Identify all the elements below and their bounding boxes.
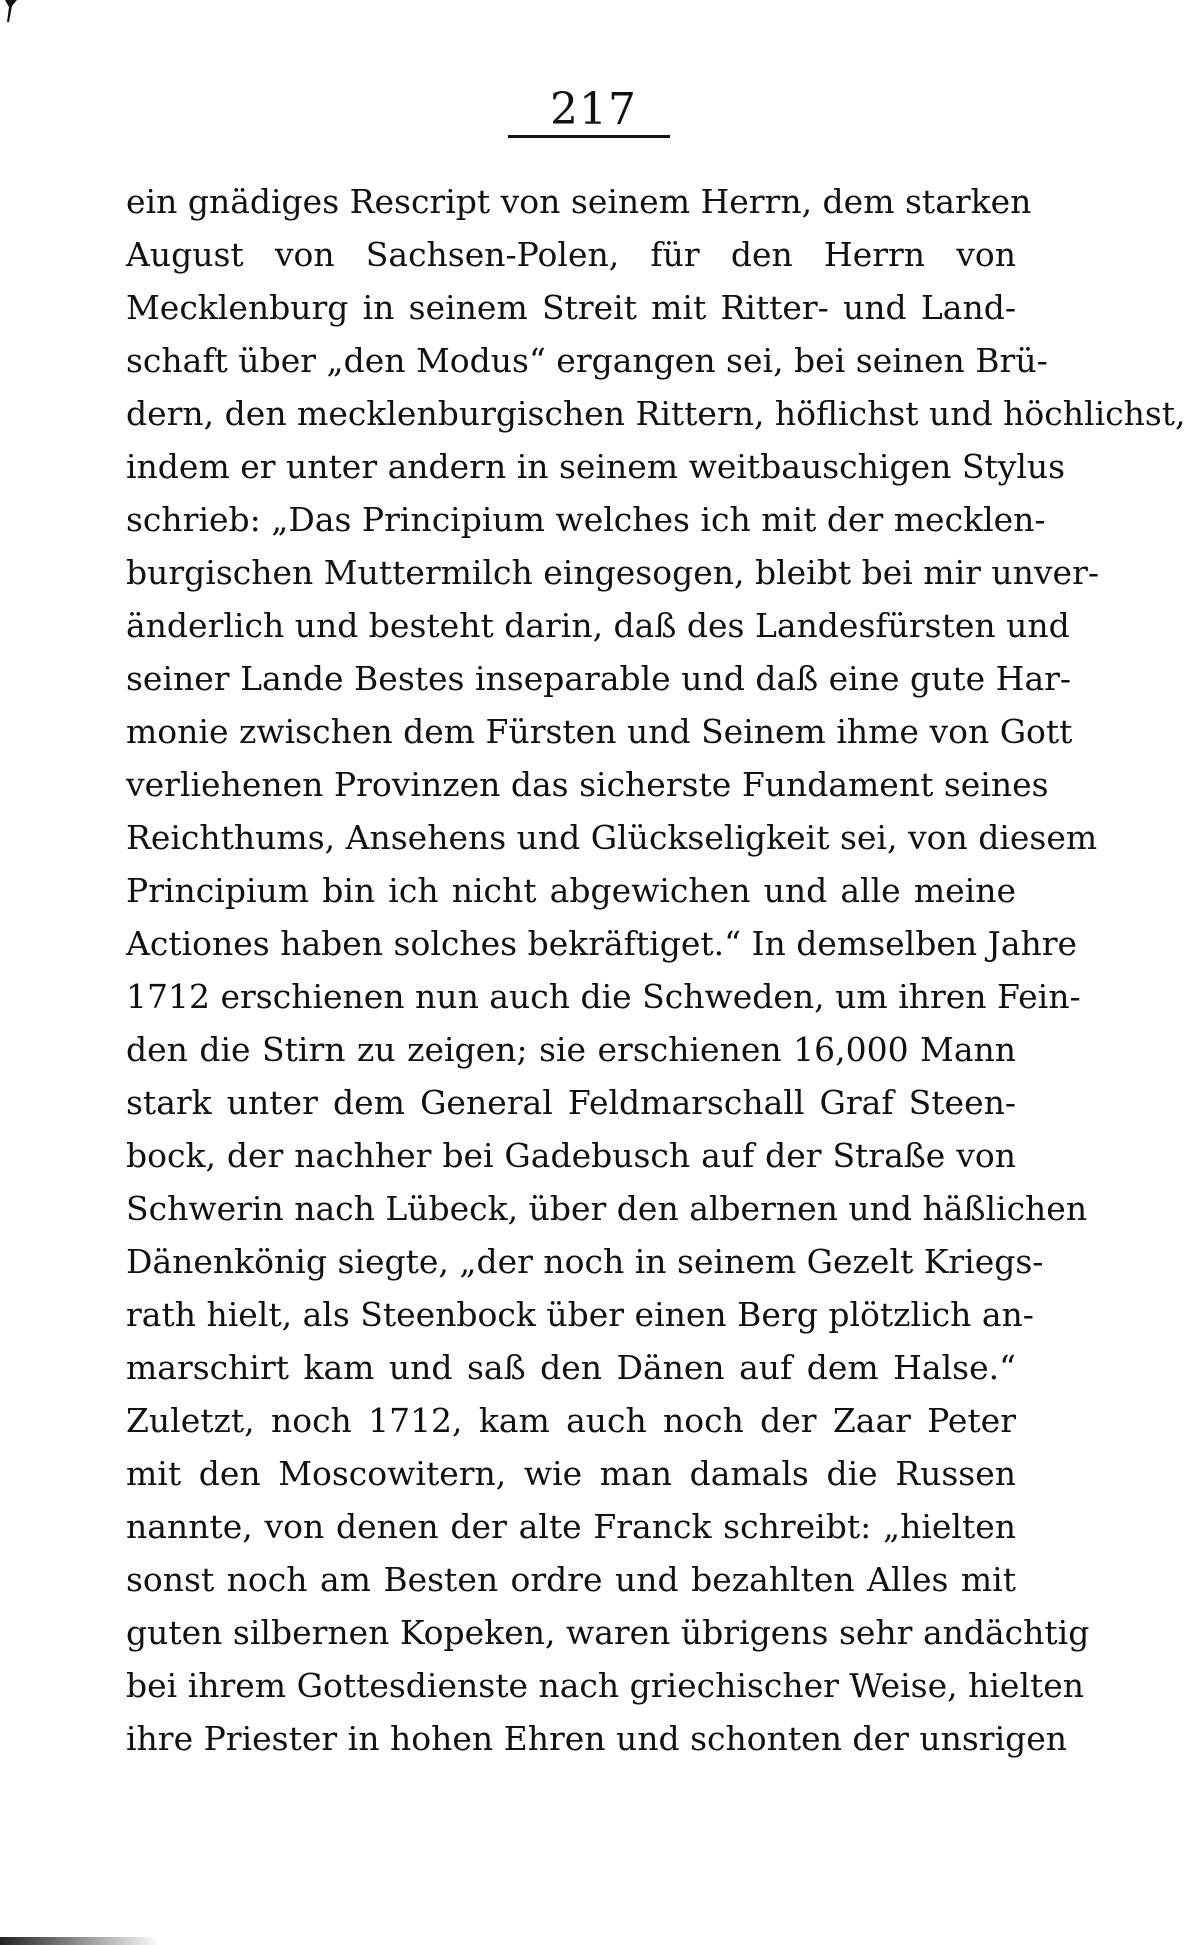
text-line: bock, der nachher bei Gadebusch auf der Straße von — [126, 1136, 1016, 1175]
text-line: Mecklenburg in seinem Streit mit Ritter- und Land- — [126, 288, 1016, 327]
text-line: schrieb: „Das Principium welches ich mit der mecklen- — [126, 500, 1046, 539]
text-line: den die Stirn zu zeigen; sie erschienen 16,000 Mann — [126, 1030, 1016, 1069]
text-line: schaft über „den Modus“ ergangen sei, bei seinen Brü- — [126, 341, 1048, 380]
text-line: änderlich und besteht darin, daß des Landesfürsten und — [126, 606, 1070, 645]
text-line: Dänenkönig siegte, „der noch in seinem Gezelt Kriegs- — [126, 1242, 1044, 1281]
text-line: ihre Priester in hohen Ehren und schonten der unsrigen — [126, 1719, 1068, 1758]
text-line: marschirt kam und saß den Dänen auf dem Halse.“ — [126, 1348, 1016, 1387]
text-line: mit den Moscowitern, wie man damals die Russen — [126, 1454, 1016, 1493]
text-line: indem er unter andern in seinem weitbauschigen Stylus — [126, 447, 1066, 486]
text-line: burgischen Muttermilch eingesogen, bleibt bei mir unver- — [126, 553, 1100, 592]
text-line: rath hielt, als Steenbock über einen Berg plötzlich an- — [126, 1295, 1034, 1334]
page-number: 217 — [550, 84, 637, 135]
text-line: guten silbernen Kopeken, waren übrigens sehr andächtig — [126, 1613, 1090, 1652]
text-line: Schwerin nach Lübeck, über den albernen und häßlichen — [126, 1189, 1088, 1228]
text-line: August von Sachsen-Polen, für den Herrn von — [126, 235, 1016, 274]
text-line: 1712 erschienen nun auch die Schweden, um ihren Fein- — [126, 977, 1081, 1016]
text-line: monie zwischen dem Fürsten und Seinem ihme von Gott — [126, 712, 1073, 751]
text-line: bei ihrem Gottesdienste nach griechischer Weise, hielten — [126, 1666, 1085, 1705]
text-line: dern, den mecklenburgischen Rittern, höflichst und höchlichst, — [126, 394, 1186, 433]
text-line: verliehenen Provinzen das sicherste Fundament seines — [126, 765, 1049, 804]
text-line: stark unter dem General Feldmarschall Graf Steen- — [126, 1083, 1016, 1122]
text-line: seiner Lande Bestes inseparable und daß eine gute Har- — [126, 659, 1072, 698]
text-line: Reichthums, Ansehens und Glückseligkeit sei, von diesem — [126, 818, 1098, 857]
body-text — [126, 175, 1186, 1765]
page-number-rule — [508, 135, 670, 138]
text-line: ein gnädiges Rescript von seinem Herrn, dem starken — [126, 182, 1032, 221]
corner-ink-mark — [4, 0, 18, 22]
text-line: Actiones haben solches bekräftiget.“ In demselben Jahre — [126, 924, 1078, 963]
page-edge-shadow — [0, 1937, 160, 1945]
text-line: nannte, von denen der alte Franck schreibt: „hielten — [126, 1507, 1016, 1546]
text-line: Principium bin ich nicht abgewichen und alle meine — [126, 871, 1016, 910]
text-line: sonst noch am Besten ordre und bezahlten Alles mit — [126, 1560, 1016, 1599]
text-line: Zuletzt, noch 1712, kam auch noch der Zaar Peter — [126, 1401, 1016, 1440]
